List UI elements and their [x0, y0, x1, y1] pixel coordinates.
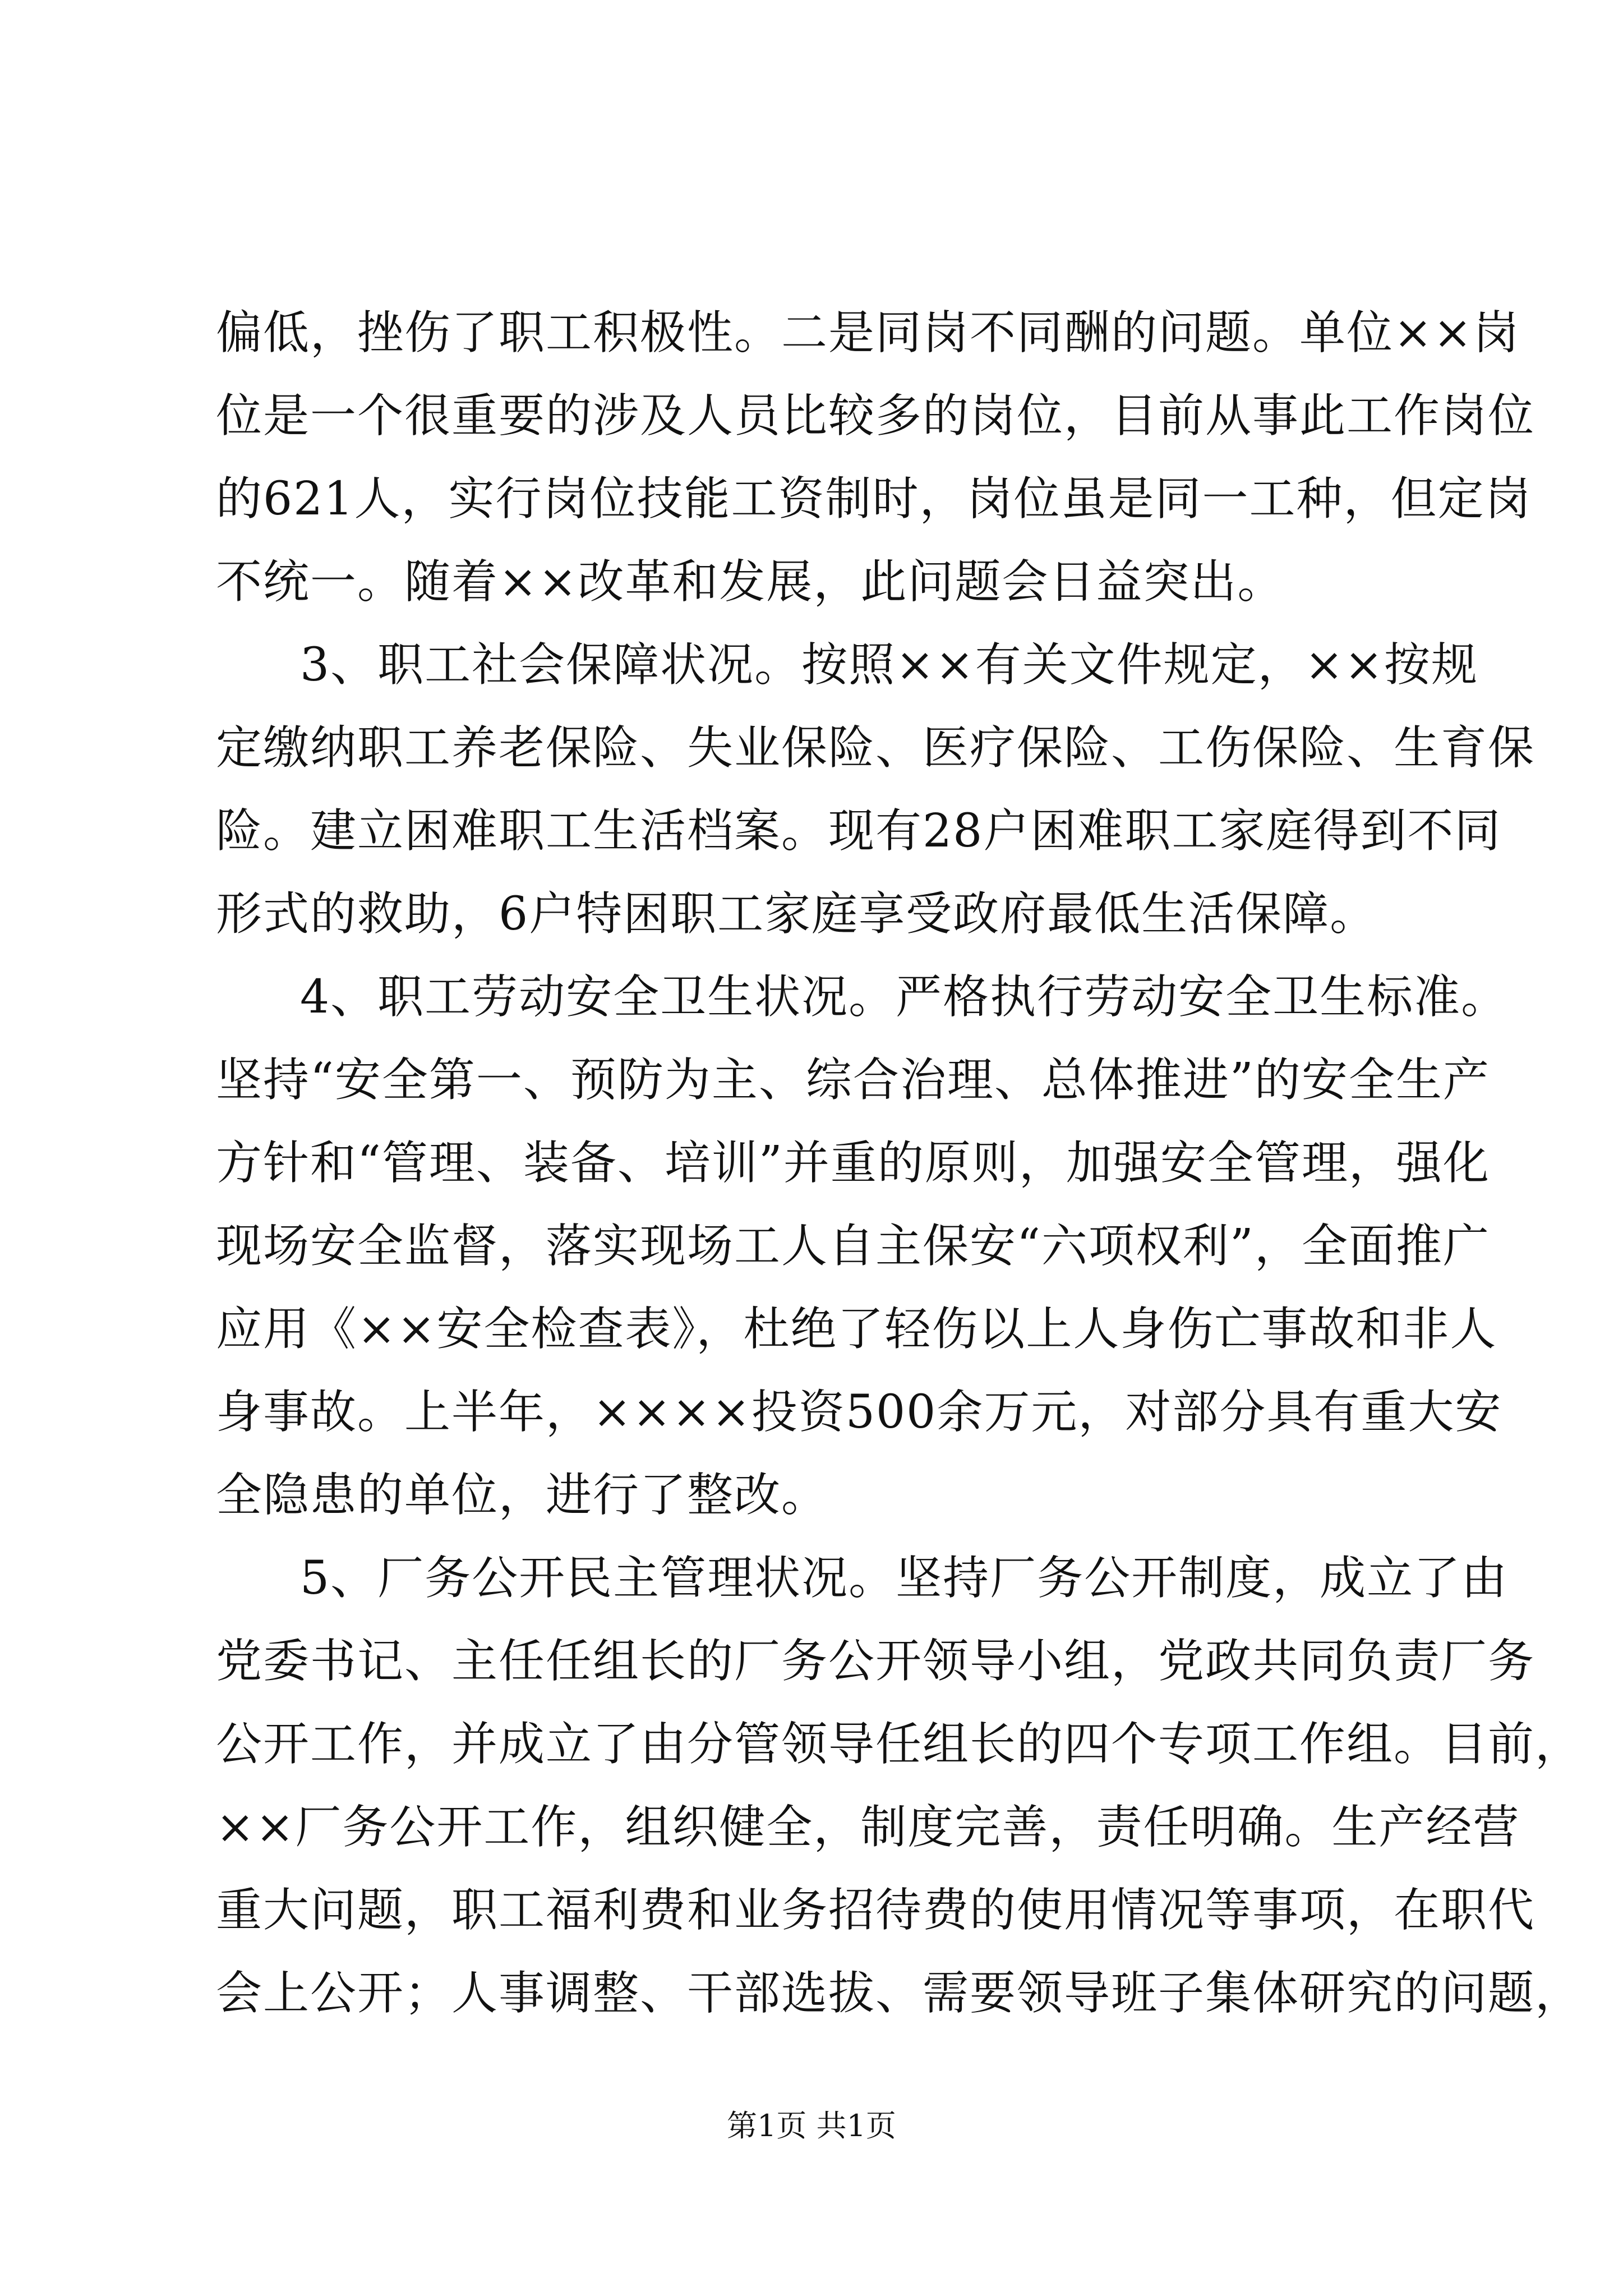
text-line: 定缴纳职工养老保险、失业保险、医疗保险、工伤保险、生育保 — [216, 721, 1536, 775]
document-body — [216, 292, 1583, 2035]
text-line: 现场安全监督，落实现场工人自主保安“六项权利”，全面推广 — [216, 1220, 1490, 1273]
text-line: 身事故。上半年，××××投资500余万元，对部分具有重大安 — [216, 1386, 1502, 1439]
text-line: 不统一。随着××改革和发展，此问题会日益突出。 — [216, 555, 1285, 609]
text-line: 坚持“安全第一、预防为主、综合治理、总体推进”的安全生产 — [216, 1053, 1490, 1107]
text-line: 偏低，挫伤了职工积极性。二是同岗不同酬的问题。单位××岗 — [216, 306, 1520, 360]
paragraph-3-first-line: 3、职工社会保障状况。按照××有关文件规定，××按规 — [300, 638, 1478, 692]
paragraph-5-first-line: 5、厂务公开民主管理状况。坚持厂务公开制度，成立了由 — [300, 1552, 1509, 1605]
text-line: 方针和“管理、装备、培训”并重的原则，加强安全管理，强化 — [216, 1137, 1490, 1190]
text-line: 的621人，实行岗位技能工资制时，岗位虽是同一工种，但定岗 — [216, 472, 1532, 526]
text-line: 险。建立困难职工生活档案。现有28户困难职工家庭得到不同 — [216, 804, 1502, 858]
page-footer: 第1页 共1页 — [727, 2108, 896, 2143]
text-line: 全隐患的单位，进行了整改。 — [216, 1469, 829, 1522]
text-line: 形式的救助，6户特困职工家庭享受政府最低生活保障。 — [216, 887, 1377, 941]
paragraph-4-first-line: 4、职工劳动安全卫生状况。严格执行劳动安全卫生标准。 — [300, 970, 1509, 1024]
text-line: 党委书记、主任任组长的厂务公开领导小组，党政共同负责厂务 — [216, 1635, 1536, 1688]
text-line: 会上公开；人事调整、干部选拔、需要领导班子集体研究的问题， — [216, 1967, 1583, 2020]
text-line: 公开工作，并成立了由分管领导任组长的四个专项工作组。目前， — [216, 1718, 1583, 1771]
text-line: 应用《××安全检查表》，杜绝了轻伤以上人身伤亡事故和非人 — [216, 1303, 1497, 1356]
text-line: 重大问题，职工福利费和业务招待费的使用情况等事项，在职代 — [216, 1884, 1536, 1937]
text-line: ××厂务公开工作，组织健全，制度完善，责任明确。生产经营 — [216, 1801, 1520, 1854]
text-line: 位是一个很重要的涉及人员比较多的岗位，目前从事此工作岗位 — [216, 389, 1536, 443]
